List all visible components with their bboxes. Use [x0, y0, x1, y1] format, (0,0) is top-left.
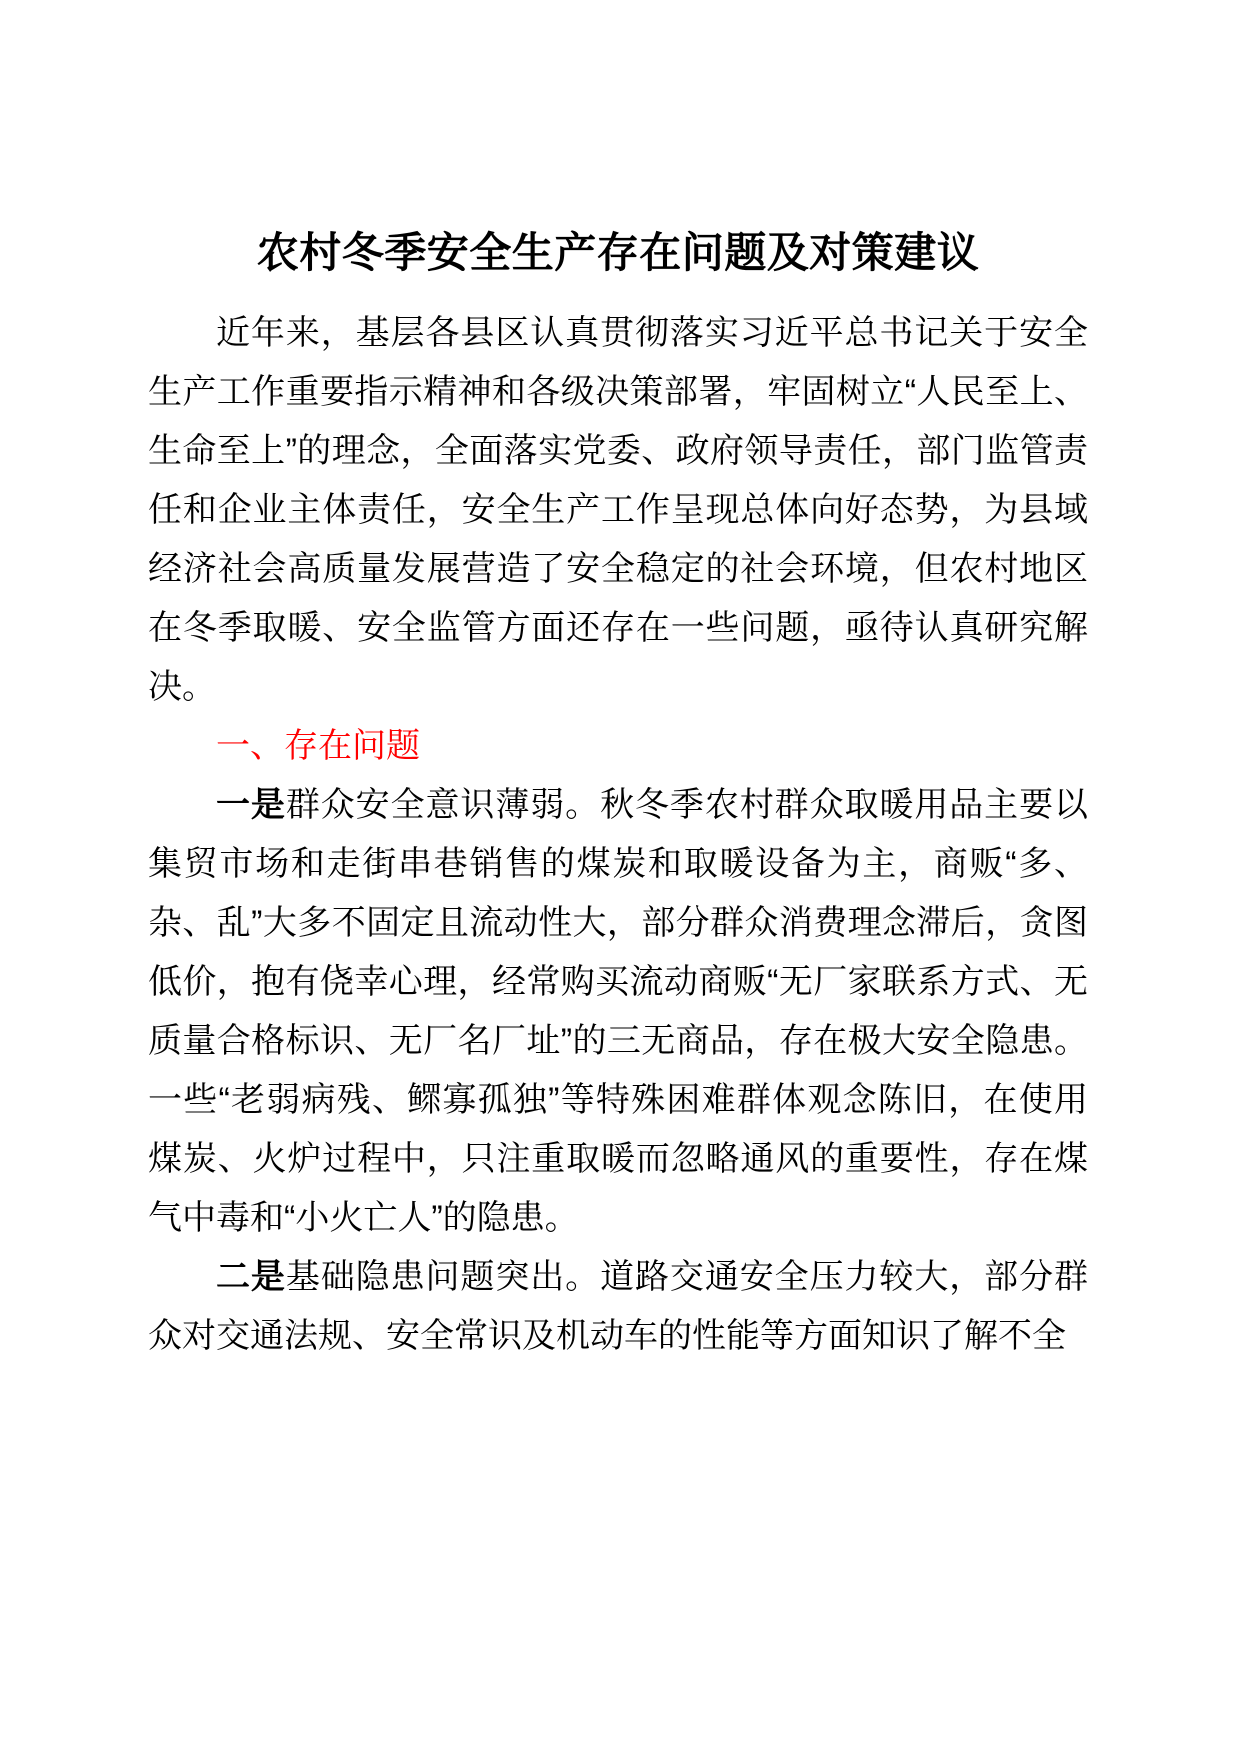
- page-title: 农村冬季安全生产存在问题及对策建议: [256, 229, 980, 276]
- problem-one-lead: 一是: [216, 785, 286, 824]
- section-heading-problems: 一、存在问题: [216, 726, 420, 765]
- problem-two-paragraph: [148, 1248, 1088, 1366]
- problem-one-paragraph: [148, 776, 1088, 1248]
- problem-two-lead: 二是: [216, 1257, 286, 1296]
- document-content: [148, 225, 1088, 1366]
- problem-one-body: 群众安全意识薄弱。秋冬季农村群众取暖用品主要以集贸市场和走街串巷销售的煤炭和取暖设备为主，商贩“多、杂、乱”大多不固定且流动性大，部分群众消费理念滞后，贪图低价，抱有侥幸心理，经常购买流动商贩“无厂家联系方式、无质量合格标识、无厂名厂址”的三无商品，存在极大安全隐患。一些“老弱病残、鳏寡孤独”等特殊困难群体观念陈旧，在使用煤炭、火炉过程中，只注重取暖而忽略通风的重要性，存在煤气中毒和“小火亡人”的隐患。: [148, 785, 1089, 1237]
- problem-two-body: 基础隐患问题突出。道路交通安全压力较大，部分群众对交通法规、安全常识及机动车的性能等方面知识了解不全: [148, 1257, 1089, 1355]
- intro-paragraph: 近年来，基层各县区认真贯彻落实习近平总书记关于安全生产工作重要指示精神和各级决策部署，牢固树立“人民至上、生命至上”的理念，全面落实党委、政府领导责任，部门监管责任和企业主体责任，安全生产工作呈现总体向好态势，为县域经济社会高质量发展营造了安全稳定的社会环境，但农村地区在冬季取暖、安全监管方面还存在一些问题，亟待认真研究解决。: [148, 313, 1088, 706]
